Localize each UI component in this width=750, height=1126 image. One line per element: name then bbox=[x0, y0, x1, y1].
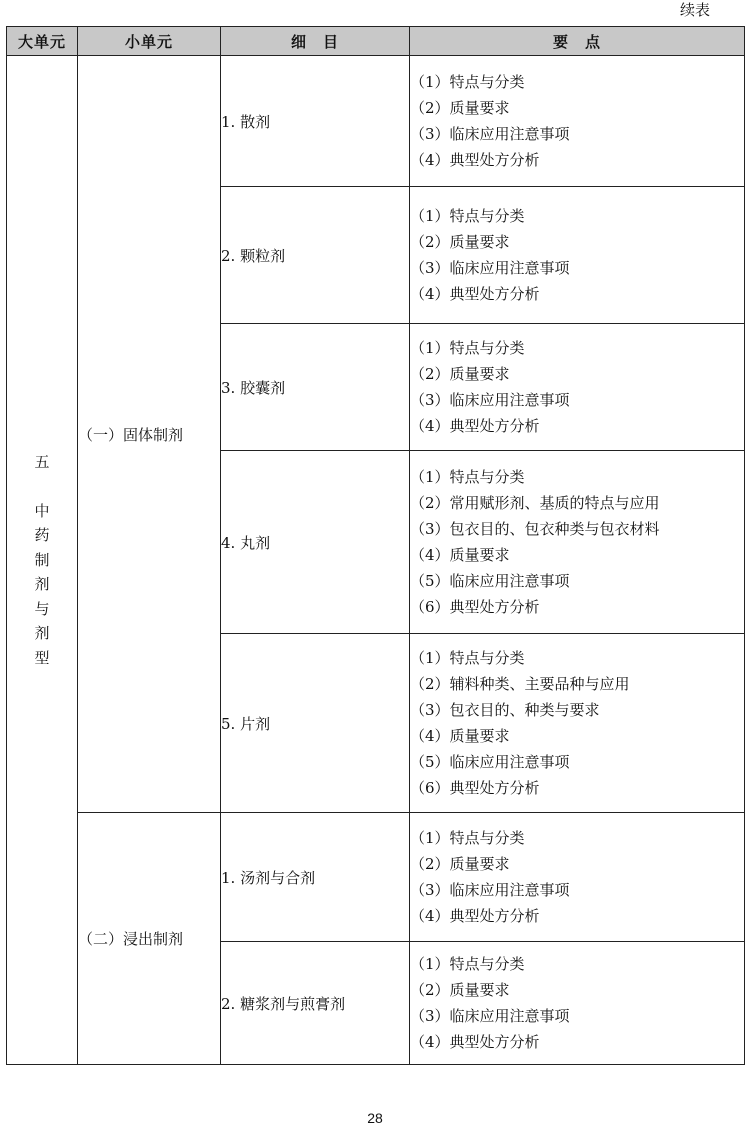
point-line: （3）临床应用注意事项 bbox=[410, 259, 570, 277]
points-cell bbox=[410, 634, 745, 813]
unit-title-char: 制 bbox=[34, 550, 50, 569]
point-line: （1）特点与分类 bbox=[410, 955, 525, 973]
point-line: （4）典型处方分析 bbox=[410, 1033, 540, 1051]
item-cell: 3. 胶囊剂 bbox=[221, 324, 410, 451]
header-unit: 大单元 bbox=[7, 27, 78, 56]
points-cell bbox=[410, 187, 745, 324]
point-line: （2）质量要求 bbox=[410, 365, 510, 383]
points-cell bbox=[410, 813, 745, 942]
point-line: （1）特点与分类 bbox=[410, 207, 525, 225]
unit-number: 五 bbox=[34, 453, 50, 471]
points-cell bbox=[410, 324, 745, 451]
table-row bbox=[7, 56, 745, 187]
unit-title-char: 药 bbox=[34, 526, 50, 544]
points-cell bbox=[410, 451, 745, 634]
point-line: （2）质量要求 bbox=[410, 855, 510, 873]
unit-cell bbox=[7, 56, 78, 1065]
point-line: （4）典型处方分析 bbox=[410, 285, 540, 303]
point-line: （5）临床应用注意事项 bbox=[410, 572, 570, 590]
header-points: 要 点 bbox=[410, 27, 745, 56]
unit-title-char: 与 bbox=[34, 599, 50, 618]
point-line: （4）典型处方分析 bbox=[410, 907, 540, 925]
item-cell: 1. 汤剂与合剂 bbox=[221, 813, 410, 942]
point-line: （1）特点与分类 bbox=[410, 339, 525, 357]
table-row bbox=[7, 813, 745, 942]
point-line: （6）典型处方分析 bbox=[410, 779, 540, 797]
point-line: （3）包衣目的、包衣种类与包衣材料 bbox=[410, 520, 660, 538]
point-line: （1）特点与分类 bbox=[410, 468, 525, 486]
header-item: 细 目 bbox=[221, 27, 410, 56]
sub-unit-cell: （二）浸出制剂 bbox=[78, 813, 221, 1065]
point-line: （3）包衣目的、种类与要求 bbox=[410, 701, 600, 719]
point-line: （4）典型处方分析 bbox=[410, 417, 540, 435]
point-line: （2）质量要求 bbox=[410, 981, 510, 999]
header-sub-unit: 小单元 bbox=[78, 27, 221, 56]
point-line: （3）临床应用注意事项 bbox=[410, 391, 570, 409]
point-line: （2）辅料种类、主要品种与应用 bbox=[410, 675, 630, 693]
point-line: （1）特点与分类 bbox=[410, 829, 525, 847]
unit-title-char: 剂 bbox=[34, 575, 50, 593]
point-line: （4）典型处方分析 bbox=[410, 151, 540, 169]
syllabus-table bbox=[6, 26, 745, 1065]
point-line: （4）质量要求 bbox=[410, 727, 510, 745]
point-line: （3）临床应用注意事项 bbox=[410, 125, 570, 143]
point-line: （1）特点与分类 bbox=[410, 73, 525, 91]
point-line: （3）临床应用注意事项 bbox=[410, 1007, 570, 1025]
point-line: （4）质量要求 bbox=[410, 546, 510, 564]
sub-unit-cell: （一）固体制剂 bbox=[78, 56, 221, 813]
unit-title-char: 型 bbox=[34, 648, 50, 667]
item-cell: 4. 丸剂 bbox=[221, 451, 410, 634]
point-line: （2）质量要求 bbox=[410, 99, 510, 117]
point-line: （5）临床应用注意事项 bbox=[410, 753, 570, 771]
item-cell: 1. 散剂 bbox=[221, 56, 410, 187]
point-line: （1）特点与分类 bbox=[410, 649, 525, 667]
point-line: （3）临床应用注意事项 bbox=[410, 881, 570, 899]
point-line: （6）典型处方分析 bbox=[410, 598, 540, 616]
points-cell bbox=[410, 942, 745, 1065]
unit-title-char: 中 bbox=[34, 501, 50, 520]
continued-label: 续表 bbox=[679, 1, 710, 19]
page-number: 28 bbox=[367, 1110, 383, 1126]
item-cell: 2. 颗粒剂 bbox=[221, 187, 410, 324]
unit-title-char: 剂 bbox=[34, 624, 50, 642]
header-row bbox=[7, 27, 745, 56]
point-line: （2）常用赋形剂、基质的特点与应用 bbox=[410, 494, 660, 512]
point-line: （2）质量要求 bbox=[410, 233, 510, 251]
item-cell: 5. 片剂 bbox=[221, 634, 410, 813]
item-cell: 2. 糖浆剂与煎膏剂 bbox=[221, 942, 410, 1065]
points-cell bbox=[410, 56, 745, 187]
